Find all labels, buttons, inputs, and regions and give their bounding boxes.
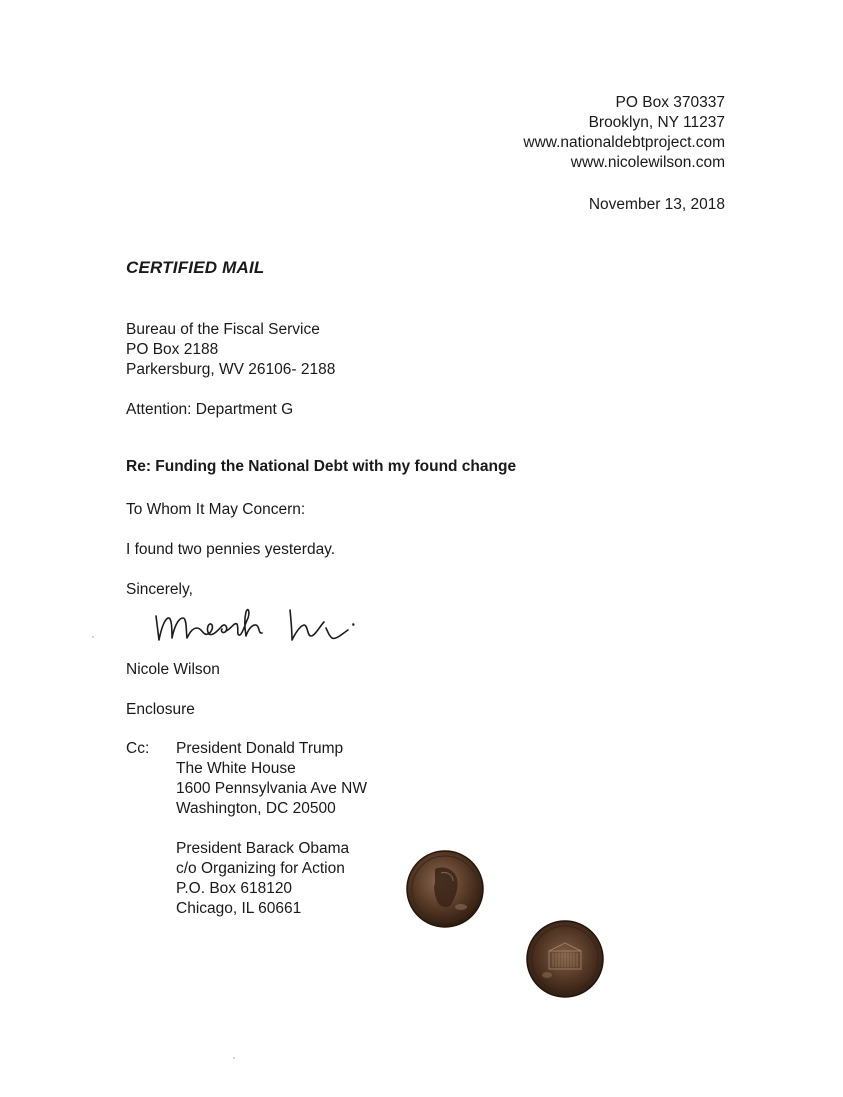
closing: Sincerely, <box>126 581 193 598</box>
cc-line: President Barack Obama <box>176 840 350 857</box>
cc-line: c/o Organizing for Action <box>176 860 345 877</box>
cc-line: President Donald Trump <box>176 740 344 757</box>
cc-label: Cc: <box>126 740 150 757</box>
letter-body: I found two pennies yesterday. <box>126 541 336 558</box>
scan-speck <box>92 636 94 638</box>
sender-city: Brooklyn, NY 11237 <box>588 114 725 131</box>
cc-recipient-trump <box>176 739 367 819</box>
enclosure-note: Enclosure <box>126 701 195 718</box>
sender-po-box: PO Box 370337 <box>615 94 725 111</box>
salutation: To Whom It May Concern: <box>126 501 306 518</box>
cc-line: Chicago, IL 60661 <box>176 900 302 917</box>
scan-speck <box>233 1057 235 1059</box>
penny-tails-image <box>525 919 605 999</box>
cc-line: P.O. Box 618120 <box>176 880 293 897</box>
handwritten-signature <box>150 598 365 650</box>
cc-line: The White House <box>176 760 296 777</box>
cc-recipient-obama <box>176 839 349 919</box>
recipient-name: Bureau of the Fiscal Service <box>126 321 320 338</box>
cc-line: 1600 Pennsylvania Ave NW <box>176 780 367 797</box>
subject-line: Re: Funding the National Debt with my found change <box>126 458 517 475</box>
sender-address <box>523 93 725 173</box>
certified-mail-heading: CERTIFIED MAIL <box>126 258 265 277</box>
letter-date: November 13, 2018 <box>588 196 725 213</box>
penny-heads-image <box>405 849 485 929</box>
cc-line: Washington, DC 20500 <box>176 800 336 817</box>
sender-website-2: www.nicolewilson.com <box>570 154 725 171</box>
attention-line: Attention: Department G <box>126 401 294 418</box>
recipient-po-box: PO Box 2188 <box>126 341 219 358</box>
recipient-address <box>126 320 335 380</box>
recipient-city: Parkersburg, WV 26106- 2188 <box>126 361 336 378</box>
sender-website-1: www.nationaldebtproject.com <box>523 134 725 151</box>
signer-name: Nicole Wilson <box>126 661 220 678</box>
